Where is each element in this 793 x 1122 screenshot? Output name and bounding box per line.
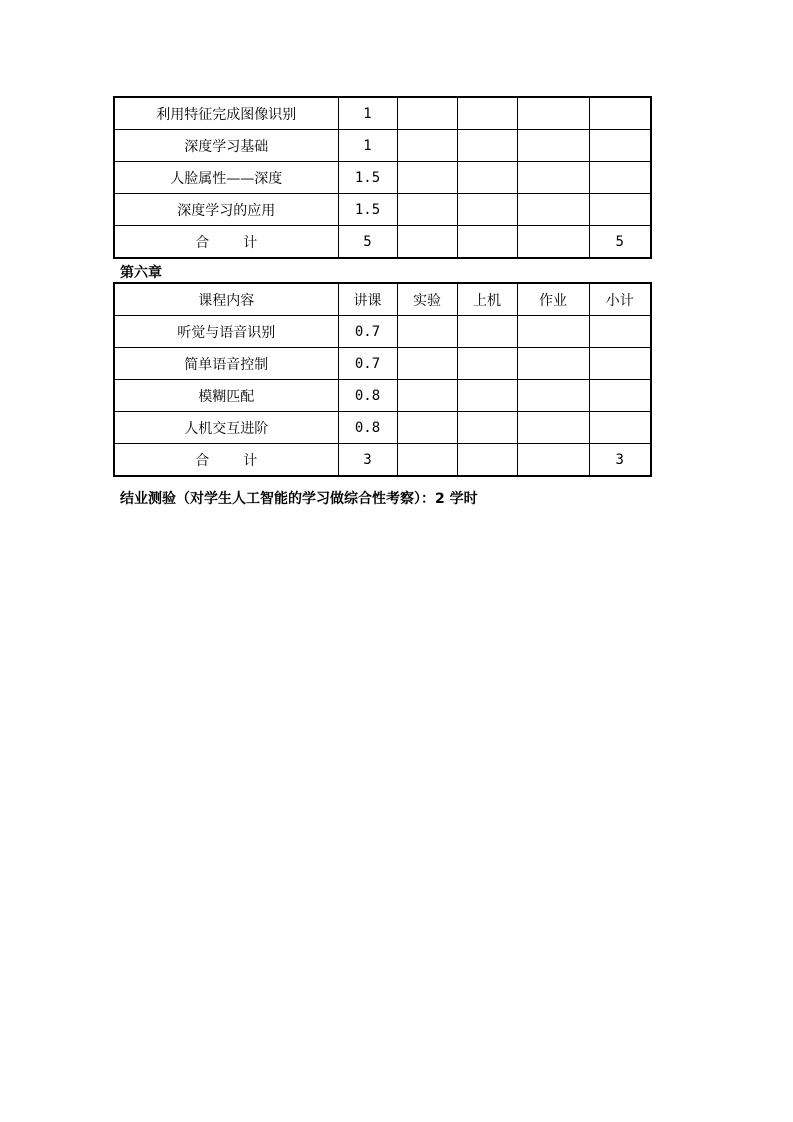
table-row xyxy=(114,348,651,380)
computer-cell xyxy=(457,226,517,259)
lab-cell xyxy=(397,194,457,226)
table-row xyxy=(114,380,651,412)
chapter-heading: 第六章 xyxy=(120,265,162,281)
lecture-cell: 0.7 xyxy=(338,348,397,380)
homework-cell xyxy=(517,194,589,226)
computer-cell xyxy=(457,380,517,412)
content-cell: 深度学习基础 xyxy=(114,130,338,162)
computer-cell xyxy=(457,412,517,444)
final-exam-note: 结业测验（对学生人工智能的学习做综合性考察）：2 学时 xyxy=(120,491,478,507)
computer-cell xyxy=(457,444,517,477)
total-label-part: 计 xyxy=(243,234,258,251)
subtotal-cell xyxy=(589,348,651,380)
computer-cell xyxy=(457,130,517,162)
lab-cell xyxy=(397,130,457,162)
total-label-part: 合 xyxy=(195,452,210,469)
homework-cell xyxy=(517,97,589,130)
homework-cell xyxy=(517,316,589,348)
chapter6-schedule-table xyxy=(113,282,652,477)
table-row xyxy=(114,412,651,444)
homework-cell xyxy=(517,348,589,380)
computer-cell xyxy=(457,162,517,194)
content-cell: 深度学习的应用 xyxy=(114,194,338,226)
computer-cell xyxy=(457,97,517,130)
lecture-cell: 1.5 xyxy=(338,194,397,226)
content-cell: 人脸属性——深度 xyxy=(114,162,338,194)
total-label-part: 计 xyxy=(243,452,258,469)
homework-cell xyxy=(517,380,589,412)
content-cell: 听觉与语音识别 xyxy=(114,316,338,348)
table-row xyxy=(114,97,651,130)
content-cell: 模糊匹配 xyxy=(114,380,338,412)
homework-cell xyxy=(517,412,589,444)
computer-cell xyxy=(457,194,517,226)
content-cell: 简单语音控制 xyxy=(114,348,338,380)
lecture-cell: 0.8 xyxy=(338,412,397,444)
column-header-subtotal: 小计 xyxy=(589,283,651,316)
total-subtotal-cell: 3 xyxy=(589,444,651,477)
lab-cell xyxy=(397,348,457,380)
lab-cell xyxy=(397,412,457,444)
subtotal-cell xyxy=(589,412,651,444)
column-header-computer: 上机 xyxy=(457,283,517,316)
column-header-lecture: 讲课 xyxy=(338,283,397,316)
column-header-homework: 作业 xyxy=(517,283,589,316)
total-subtotal-cell: 5 xyxy=(589,226,651,259)
subtotal-cell xyxy=(589,130,651,162)
subtotal-cell xyxy=(589,316,651,348)
total-row xyxy=(114,444,651,477)
subtotal-cell xyxy=(589,97,651,130)
total-label-cell xyxy=(114,444,338,477)
total-label-part: 合 xyxy=(195,234,210,251)
header-row xyxy=(114,283,651,316)
chapter5-schedule-table xyxy=(113,96,652,259)
homework-cell xyxy=(517,162,589,194)
table-row xyxy=(114,162,651,194)
subtotal-cell xyxy=(589,162,651,194)
column-header-lab: 实验 xyxy=(397,283,457,316)
lab-cell xyxy=(397,444,457,477)
lab-cell xyxy=(397,316,457,348)
homework-cell xyxy=(517,444,589,477)
lab-cell xyxy=(397,97,457,130)
content-cell: 人机交互进阶 xyxy=(114,412,338,444)
lecture-cell: 0.7 xyxy=(338,316,397,348)
content-cell: 利用特征完成图像识别 xyxy=(114,97,338,130)
lecture-cell: 0.8 xyxy=(338,380,397,412)
total-label-cell xyxy=(114,226,338,259)
table-row xyxy=(114,130,651,162)
lecture-cell: 1.5 xyxy=(338,162,397,194)
column-header-content: 课程内容 xyxy=(114,283,338,316)
total-lecture-cell: 3 xyxy=(338,444,397,477)
table-row xyxy=(114,316,651,348)
computer-cell xyxy=(457,316,517,348)
table-row xyxy=(114,194,651,226)
subtotal-cell xyxy=(589,380,651,412)
homework-cell xyxy=(517,226,589,259)
homework-cell xyxy=(517,130,589,162)
lab-cell xyxy=(397,380,457,412)
lab-cell xyxy=(397,162,457,194)
total-row xyxy=(114,226,651,259)
lab-cell xyxy=(397,226,457,259)
lecture-cell: 1 xyxy=(338,130,397,162)
subtotal-cell xyxy=(589,194,651,226)
lecture-cell: 1 xyxy=(338,97,397,130)
total-lecture-cell: 5 xyxy=(338,226,397,259)
computer-cell xyxy=(457,348,517,380)
